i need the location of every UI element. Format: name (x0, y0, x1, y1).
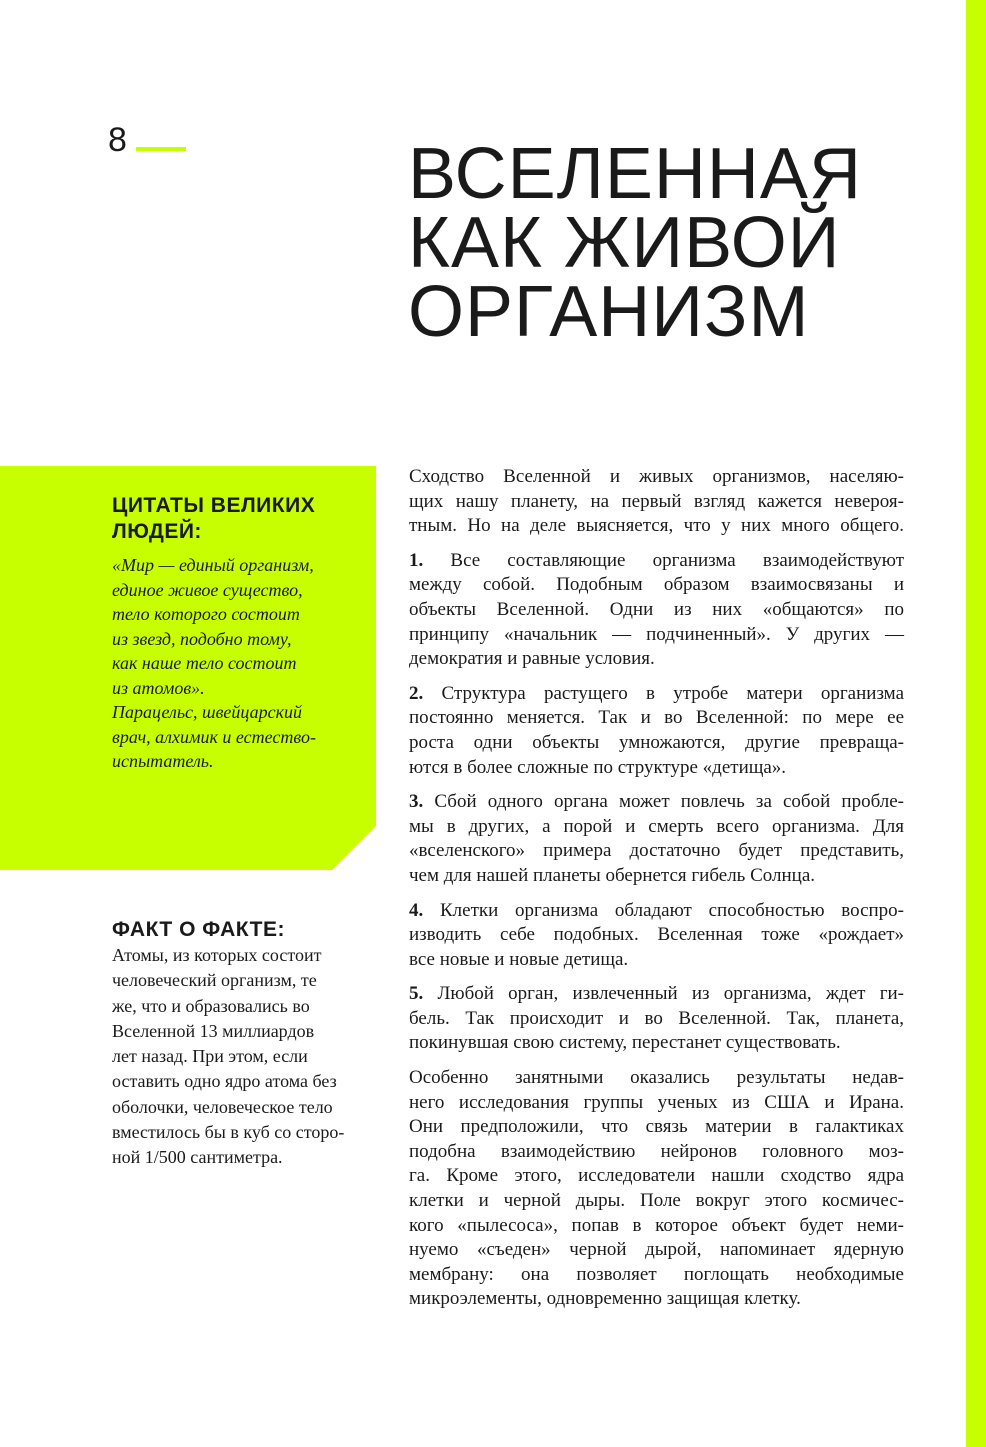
text-line: щих нашу планету, на первый взгляд кажется невероя- (409, 490, 904, 512)
quote-line: из звезд, подобно тому, (112, 628, 292, 649)
text-line: покинувшая свою систему, перестанет существовать. (409, 1032, 841, 1054)
accent-edge-bar (966, 0, 986, 1447)
text-line (409, 982, 904, 1007)
text-line: кого «пылесоса», попав в которое объект будет неми- (409, 1214, 904, 1236)
text-line: между собой. Подобным образом взаимосвязаны и (409, 574, 904, 596)
fact-line: вместилось бы в куб со сторо- (112, 1122, 345, 1143)
text-line: микроэлементы, одновременно защищая клетку. (409, 1288, 801, 1310)
fact-line: же, что и образовались во (112, 995, 310, 1016)
text-fragment: Сбой одного органа может повлечь за собой пробле- (434, 791, 905, 813)
point-number: 3. (409, 791, 424, 813)
chapter-title-line: ВСЕЛЕННАЯ (408, 134, 862, 214)
fact-line: оставить одно ядро атома без (112, 1071, 337, 1092)
fact-heading: ФАКТ О ФАКТЕ: (112, 918, 285, 941)
text-fragment: Структура растущего в утробе матери организма (441, 682, 905, 704)
text-fragment: Клетки организма обладают способностью воспро- (440, 899, 904, 921)
text-line: клетки и черной дыры. Поле вокруг этого космичес- (409, 1190, 904, 1212)
text-line: Особенно занятными оказались результаты недав- (409, 1067, 904, 1089)
text-line: объекты Вселенной. Одни из них «общаются» по (409, 598, 904, 620)
text-line: га. Кроме этого, исследователи нашли сходство ядра (409, 1165, 904, 1187)
intro-paragraph (409, 465, 904, 539)
text-line: мембрану: она позволяет поглощать необходимые (409, 1263, 904, 1285)
point-paragraph (409, 982, 904, 1056)
text-line: нуемо «съеден» черной дырой, напоминает ядерную (409, 1239, 904, 1261)
text-line: мы в других, а порой и смерть всего организма. Для (409, 815, 904, 837)
text-line: подобна взаимодействию нейронов головного моз- (409, 1140, 904, 1162)
fact-line: лет назад. При этом, если (112, 1046, 308, 1067)
point-number: 5. (409, 983, 424, 1005)
text-line (409, 549, 904, 574)
fact-line: Атомы, из которых состоит (112, 945, 322, 965)
text-line (409, 790, 904, 815)
text-fragment: Все составляющие организма взаимодействуют (450, 549, 904, 571)
text-line: постоянно меняется. Так и во Вселенной: по мере ее (409, 707, 904, 729)
fact-line: человеческий организм, те (112, 970, 317, 991)
text-line: него исследования группы ученых из США и Ирана. (409, 1091, 904, 1113)
fact-line: ной 1/500 сантиметра. (112, 1147, 283, 1168)
text-line: ются в более сложные по структуре «детища». (409, 756, 787, 778)
text-line: Они предположили, что связь материи в галактиках (409, 1116, 904, 1138)
page-number-rule (136, 147, 186, 151)
quote-line: Парацельс, швейцарский (112, 702, 303, 722)
text-line: чем для нашей планеты обернется гибель Солнца. (409, 864, 816, 886)
text-line: изводить себе подобных. Вселенная тоже «рождает» (409, 924, 904, 946)
text-line: тным. Но на деле выясняется, что у них много общего. (409, 515, 904, 537)
quote-line: тело которого состоит (112, 604, 300, 624)
text-line: все новые и новые детища. (409, 948, 629, 970)
text-line (409, 899, 904, 924)
point-number: 4. (409, 899, 424, 921)
quote-line: «Мир — единый организм, (112, 555, 314, 575)
page-number: 8 (108, 121, 127, 159)
quote-line: единое живое существо, (112, 579, 303, 600)
quote-line: из атомов». (112, 677, 205, 698)
text-line (409, 682, 904, 707)
chapter-title-line: ОРГАНИЗМ (408, 272, 810, 352)
text-line: принципу «начальник — подчиненный». У других — (409, 623, 904, 645)
text-line: роста одни объекты умножаются, другие превраща- (409, 731, 904, 753)
point-paragraph (409, 682, 904, 780)
point-paragraph (409, 549, 904, 672)
chapter-title-line: КАК ЖИВОЙ (408, 203, 841, 283)
quote-line: как наше тело состоит (112, 653, 297, 673)
fact-line: Вселенной 13 миллиардов (112, 1020, 315, 1041)
article-body (409, 465, 904, 1322)
closing-paragraph (409, 1066, 904, 1312)
quote-line: испытатель. (112, 751, 214, 771)
fact-line: оболочки, человеческое тело (112, 1096, 333, 1117)
quote-text (112, 553, 362, 774)
quotes-heading: ЦИТАТЫ ВЕЛИКИХ ЛЮДЕЙ: (112, 494, 316, 543)
text-line: бель. Так происходит и во Вселенной. Так, планета, (409, 1007, 904, 1029)
text-line: «вселенского» примера достаточно будет представить, (409, 840, 904, 862)
chapter-title (408, 134, 862, 352)
point-number: 2. (409, 682, 424, 704)
point-paragraph (409, 790, 904, 888)
quote-line: врач, алхимик и естество- (112, 726, 316, 747)
text-line: Сходство Вселенной и живых организмов, населяю- (409, 466, 904, 487)
point-paragraph (409, 899, 904, 973)
text-line: демократия и равные условия. (409, 648, 655, 670)
text-fragment: Любой орган, извлеченный из организма, ждет ги- (437, 983, 904, 1005)
point-number: 1. (409, 549, 424, 571)
fact-text (112, 943, 374, 1171)
